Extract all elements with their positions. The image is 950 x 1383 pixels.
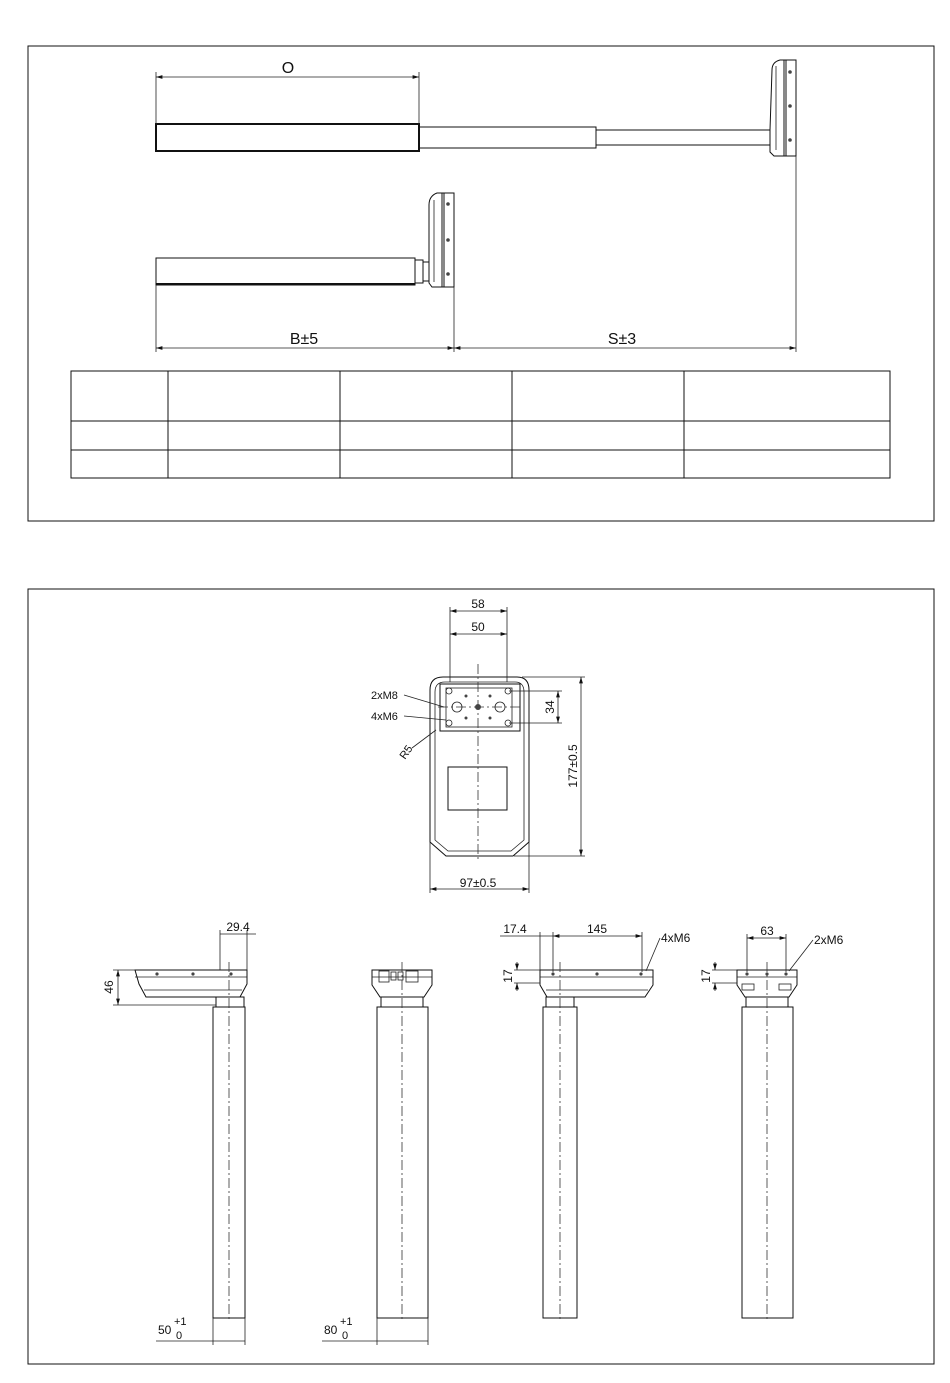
dim-view1-height: 46 bbox=[102, 980, 116, 994]
dim-view4-span: 63 bbox=[760, 924, 774, 938]
retracted-actuator bbox=[156, 193, 454, 287]
dim-view4-holes: 2xM6 bbox=[814, 933, 844, 947]
dim-view4-height: 17 bbox=[699, 969, 713, 983]
dim-view1-base: 50 bbox=[158, 1323, 172, 1337]
dim-view1-offset: 29.4 bbox=[226, 920, 250, 934]
callout-2xm8: 2xM8 bbox=[371, 690, 398, 702]
dim-view2-base: 80 bbox=[324, 1323, 338, 1337]
side-view-4 bbox=[737, 962, 797, 1322]
dim-plate-height: 177±0.5 bbox=[566, 744, 580, 788]
dim-s-label: S±3 bbox=[607, 331, 637, 348]
dim-view3-holes: 4xM6 bbox=[661, 931, 691, 945]
dim-view3-height: 17 bbox=[501, 969, 515, 983]
dim-o-label: O bbox=[281, 60, 295, 77]
dim-hole-spacing: 34 bbox=[543, 700, 557, 714]
dim-view3-edge: 17.4 bbox=[503, 922, 527, 936]
callout-4xm6: 4xM6 bbox=[371, 711, 398, 723]
dim-b-label: B±5 bbox=[289, 331, 319, 348]
side-view-2 bbox=[372, 962, 432, 1322]
dim-plate-width-58: 58 bbox=[471, 597, 485, 611]
dim-plate-width-50: 50 bbox=[471, 620, 485, 634]
dim-view3-span: 145 bbox=[586, 922, 608, 936]
bottom-panel-frame bbox=[28, 589, 934, 1364]
callout-r5: R5 bbox=[397, 743, 416, 762]
extended-actuator bbox=[156, 60, 796, 156]
dim-view2-tol-lower: 0 bbox=[342, 1330, 349, 1342]
dim-plate-width: 97±0.5 bbox=[459, 876, 497, 890]
mounting-plate-view bbox=[430, 664, 529, 862]
side-view-1 bbox=[135, 962, 247, 1322]
dim-view1-tol-upper: +1 bbox=[174, 1316, 187, 1328]
dim-view2-tol-upper: +1 bbox=[340, 1316, 353, 1328]
dim-view1-tol-lower: 0 bbox=[176, 1330, 183, 1342]
side-view-3 bbox=[540, 962, 653, 1322]
spec-table bbox=[71, 371, 890, 478]
